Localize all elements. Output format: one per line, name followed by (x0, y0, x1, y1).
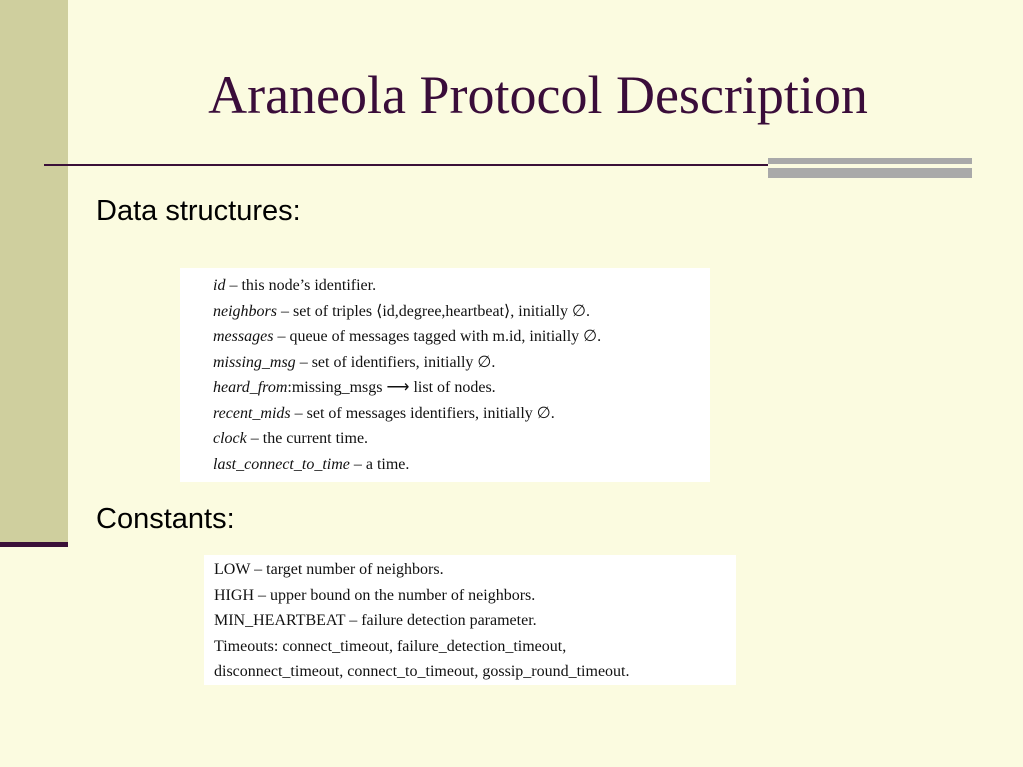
list-item (213, 350, 710, 376)
item-name: clock (213, 430, 247, 447)
item-desc: – this node’s identifier. (225, 277, 377, 294)
item-desc: – the current time. (246, 430, 369, 447)
constant-line: HIGH – upper bound on the number of neighbors. (214, 586, 536, 604)
slide-title: Araneola Protocol Description (208, 65, 868, 125)
item-desc: :missing_msgs ⟶ list of nodes. (287, 379, 496, 396)
item-name: missing_msg (213, 353, 296, 371)
constants-heading: Constants: (96, 503, 235, 535)
item-name: neighbors (213, 302, 277, 320)
item-name: last_connect_to_time (213, 455, 350, 473)
item-desc: – set of triples ⟨id,degree,heartbeat⟩, initially ∅. (277, 302, 590, 320)
item-desc: – queue of messages tagged with m.id, initially ∅. (273, 328, 602, 345)
list-item (213, 375, 710, 401)
item-name: messages (213, 328, 274, 345)
item-desc: – set of messages identifiers, initially ∅. (290, 404, 555, 422)
item-name: id (213, 277, 226, 294)
left-band-accent-line (0, 542, 68, 547)
title-underline (44, 164, 768, 166)
constant-line: LOW – target number of neighbors. (214, 561, 444, 578)
constant-line: Timeouts: connect_timeout, failure_detection_timeout, (214, 637, 567, 655)
item-name: heard_from (213, 379, 288, 396)
constants-list (204, 555, 736, 685)
list-item (213, 273, 710, 299)
data-structures-heading: Data structures: (96, 195, 301, 227)
list-item (213, 452, 710, 478)
list-item (213, 426, 710, 452)
list-item (213, 401, 710, 427)
constant-line: disconnect_timeout, connect_to_timeout, gossip_round_timeout. (214, 663, 630, 680)
item-desc: – set of identifiers, initially ∅. (295, 353, 496, 371)
constant-line: MIN_HEARTBEAT – failure detection parameter. (214, 612, 537, 629)
item-name: recent_mids (213, 404, 291, 422)
item-desc: – a time. (349, 455, 410, 473)
title-rule-gray-bottom (768, 168, 972, 178)
list-item (213, 299, 710, 325)
left-decorative-band (0, 0, 68, 542)
title-rule-gray-top (768, 158, 972, 164)
data-structures-list (180, 268, 710, 482)
list-item (213, 324, 710, 350)
